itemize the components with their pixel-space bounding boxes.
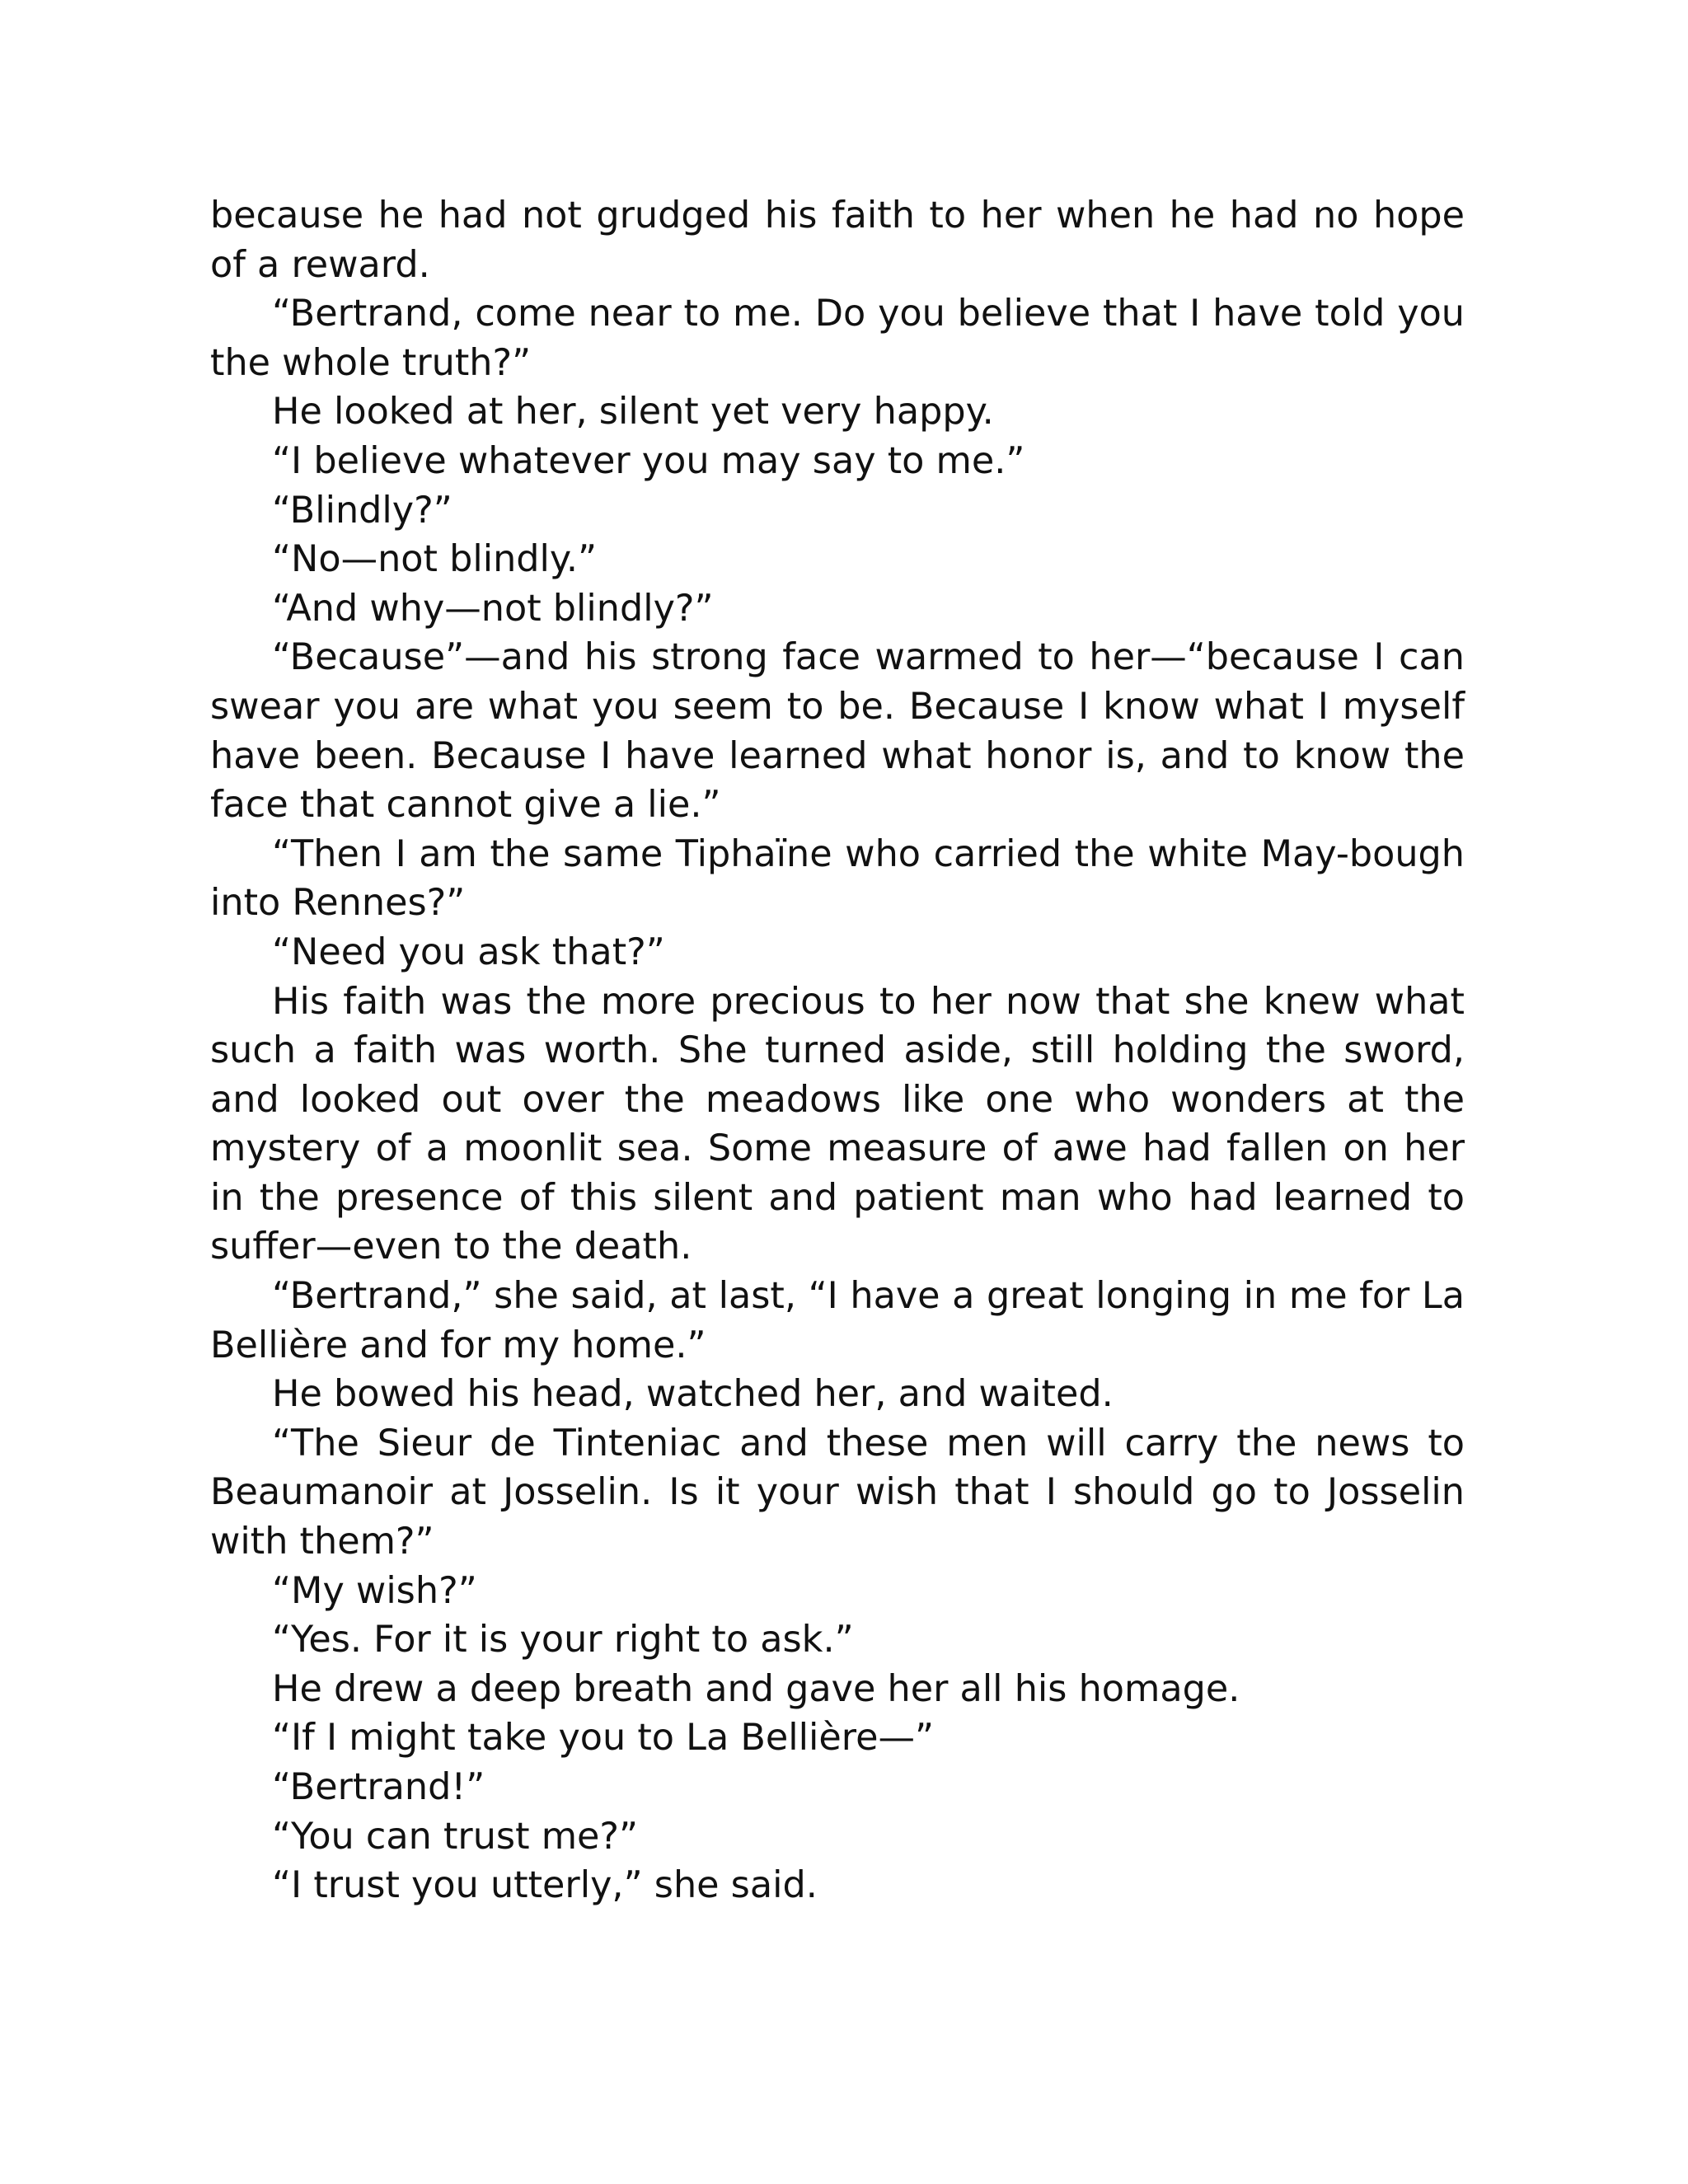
- paragraph: “My wish?”: [272, 1569, 477, 1612]
- paragraph: He looked at her, silent yet very happy.: [272, 391, 994, 434]
- paragraph: His faith was the more precious to her now that she knew what such a faith was worth. She turned aside, still holding the sword, and looked out over the meadows like one who wonders at the mystery of a moonlit sea. Some measure of awe had fallen on her in the presence of this silent and patient man who had learned to suffer—even to the death.: [210, 980, 1465, 1268]
- paragraph: “Yes. For it is your right to ask.”: [272, 1619, 854, 1661]
- paragraph: “If I might take you to La Bellière—”: [272, 1717, 934, 1760]
- page-text: [210, 191, 1465, 1910]
- paragraph: “Bertrand, come near to me. Do you believe that I have told you the whole truth?”: [210, 293, 1465, 384]
- paragraph: “No—not blindly.”: [272, 538, 598, 581]
- paragraph: “Then I am the same Tiphaïne who carried the white May-bough into Rennes?”: [210, 832, 1465, 925]
- paragraph: “You can trust me?”: [272, 1815, 639, 1858]
- paragraph: “Because”—and his strong face warmed to her—“because I can swear you are what you seem to be. Because I know what I myself have been. Because I have learned what honor is, and to know the face that cannot give a lie.”: [210, 636, 1465, 827]
- paragraph: “Blindly?”: [272, 489, 452, 532]
- paragraph: “And why—not blindly?”: [272, 587, 714, 630]
- paragraph-continued: because he had not grudged his faith to her when he had no hope of a reward.: [210, 194, 1465, 286]
- paragraph: “Bertrand,” she said, at last, “I have a great longing in me for La Bellière and for my home.”: [210, 1275, 1465, 1366]
- paragraph: “The Sieur de Tinteniac and these men will carry the news to Beaumanoir at Josselin. Is it your wish that I should go to Josselin with them?”: [210, 1422, 1465, 1563]
- paragraph: He drew a deep breath and gave her all his homage.: [272, 1667, 1240, 1710]
- paragraph: He bowed his head, watched her, and waited.: [272, 1373, 1114, 1416]
- paragraph: “I believe whatever you may say to me.”: [272, 439, 1025, 482]
- paragraph: “Bertrand!”: [272, 1766, 485, 1808]
- paragraph: “I trust you utterly,” she said.: [272, 1864, 818, 1907]
- paragraph: “Need you ask that?”: [272, 930, 665, 973]
